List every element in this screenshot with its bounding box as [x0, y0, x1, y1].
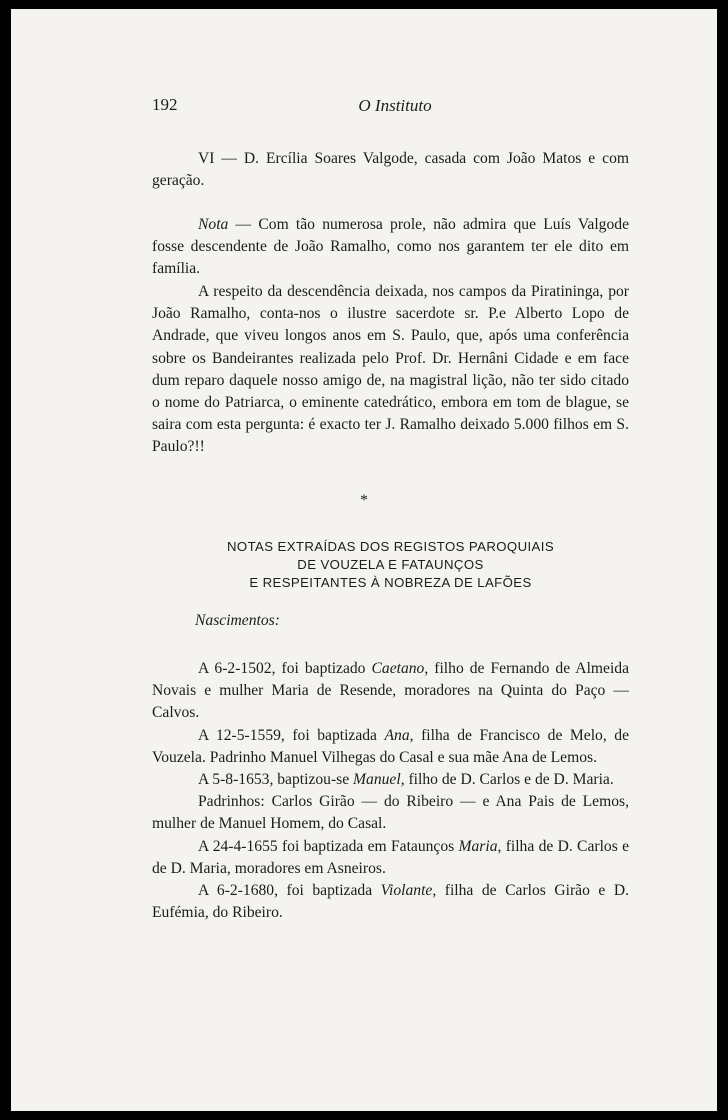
running-title: O Instituto	[358, 96, 432, 115]
entry-text: A 5-8-1653, baptizou-se	[198, 771, 354, 789]
entry-text: , filho de Fernando de Almeida Novais e mulher Maria de Resende, moradores na Quinta do Paço — Calvos.	[152, 660, 630, 722]
section-title	[152, 538, 629, 592]
entry-text: A 24-4-1655 foi baptizada em Fataunços	[198, 837, 459, 855]
entry-text: , filho de D. Carlos e de D. Maria.	[400, 771, 614, 789]
entry-text: , filha de Carlos Girão e D. Eufémia, do Ribeiro.	[152, 882, 630, 922]
entry-text: , filha de D. Carlos e de D. Maria, moradores em Asneiros.	[152, 837, 629, 877]
entry-1653-padrinhos: Padrinhos: Carlos Girão — do Ribeiro — e Ana Pais de Lemos, mulher de Manuel Homem, do Casal.	[152, 793, 629, 833]
entry-1502	[152, 658, 629, 725]
section-title-line-2: DE VOUZELA E FATAUNÇOS	[297, 557, 484, 572]
nascimentos-list	[152, 658, 629, 924]
nota-label: Nota	[198, 216, 229, 233]
page-number: 192	[152, 95, 178, 114]
entry-text: A 6-2-1502, foi baptizado	[198, 660, 372, 677]
entry-1680	[152, 880, 629, 924]
respeito-paragraph: A respeito da descendência deixada, nos campos da Piratininga, por João Ramalho, conta-nos o ilustre sacerdote sr. P.e Alberto Lopo de Andrade, que viveu longos anos em S. Paulo, que, após uma conferência sobre os Bandeirantes realizada pelo Prof. Dr. Hernâni Cidade e em face dum reparo daquele nosso amigo de, na magistral lição, não ter sido citado o nome do Patriarca, o eminente catedrático, embora em tom de blague, se saira com esta pergunta: é exacto ter J. Ramalho deixado 5.000 filhos em S. Paulo?!!	[152, 283, 629, 456]
baptized-name: Maria	[458, 837, 498, 855]
paragraph-nota	[152, 214, 629, 281]
entry-1559	[152, 725, 629, 769]
baptized-name: Caetano	[371, 660, 425, 677]
baptized-name: Ana	[384, 726, 410, 744]
entry-1655	[152, 836, 629, 880]
nota-text: — Com tão numerosa prole, não admira que Luís Valgode fosse descendente de João Ramalho, como nos garantem ter ele dito em família.	[152, 216, 629, 278]
page-header	[152, 95, 638, 119]
paragraph-respeito	[152, 281, 629, 459]
baptized-name: Manuel	[353, 771, 401, 789]
entry-vi: VI — D. Ercília Soares Valgode, casada com João Matos e com geração.	[152, 150, 629, 190]
baptized-name: Violante	[380, 882, 433, 900]
entry-1653	[152, 769, 629, 791]
entry-text: A 6-2-1680, foi baptizada	[198, 882, 381, 900]
nota-paragraph	[152, 214, 629, 281]
nascimentos-heading: Nascimentos:	[195, 612, 280, 629]
entry-text: A 12-5-1559, foi baptizada	[198, 726, 385, 744]
entry-text: , filha de Francisco de Melo, de Vouzela. Padrinho Manuel Vilhegas do Casal e sua mãe Ana de Lemos.	[152, 726, 629, 766]
section-title-line-1: NOTAS EXTRAÍDAS DOS REGISTOS PAROQUIAIS	[226, 539, 555, 554]
section-title-line-3: E RESPEITANTES À NOBREZA DE LAFÕES	[249, 575, 532, 590]
separator-asterisk: *	[360, 492, 368, 509]
paragraph-vi	[152, 148, 629, 192]
